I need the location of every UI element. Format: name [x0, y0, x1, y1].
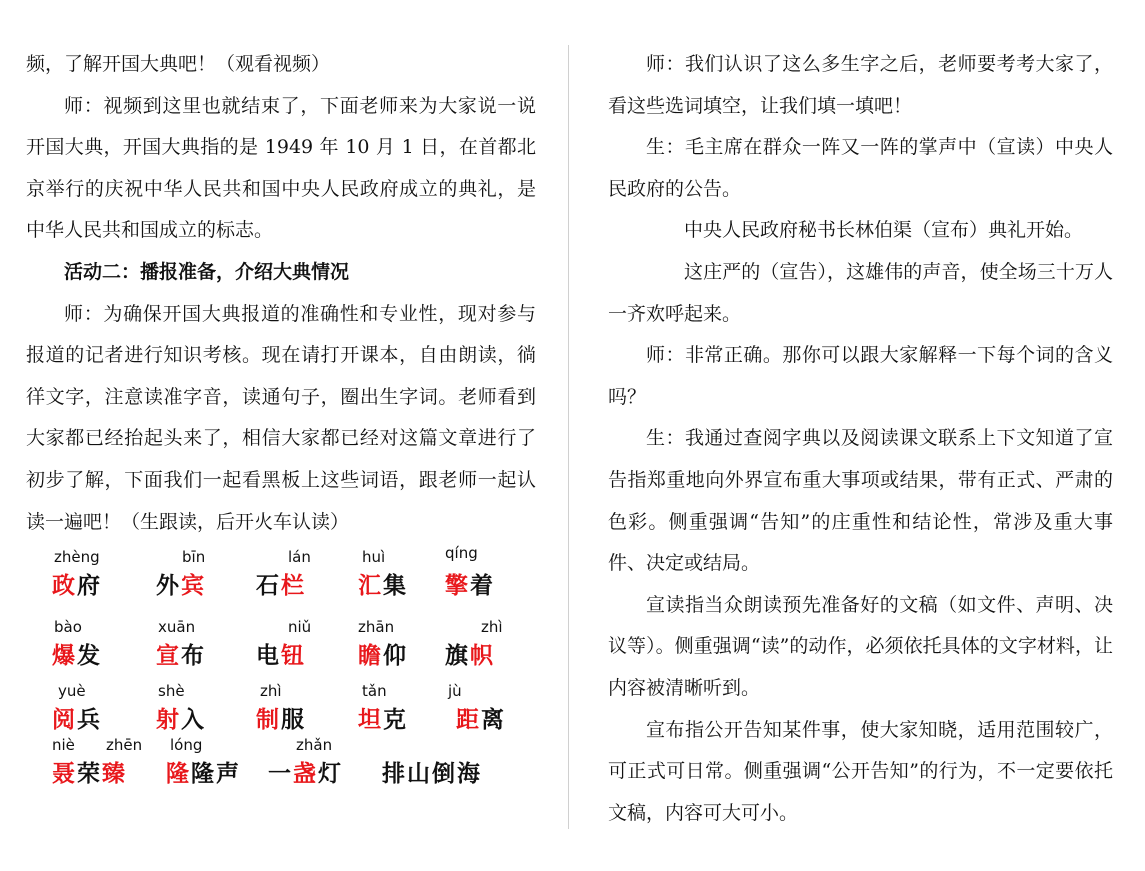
vocab-row: [48, 618, 528, 674]
new-character: 钮: [281, 642, 306, 669]
new-character: 汇: [358, 572, 383, 599]
pinyin: yuè: [58, 682, 86, 700]
new-character: 阅: [52, 706, 77, 733]
pinyin: tǎn: [362, 682, 387, 700]
pinyin: zhì: [260, 682, 282, 700]
word-text: 距离: [456, 706, 506, 733]
new-character: 隆: [166, 760, 191, 787]
word-text: 擎着: [445, 572, 495, 599]
new-character: 制: [256, 706, 281, 733]
vocab-row: [48, 544, 528, 604]
pinyin: zhēn: [106, 736, 143, 754]
new-character: 栏: [281, 572, 306, 599]
paragraph-teacher-task: 师：为确保开国大典报道的准确性和专业性，现对参与报道的记者进行知识考核。现在请打开课本，自由朗读，徜徉文字，注意读准字音，读通句子，圈出生字词。老师看到大家都已经抬起头来了，相信大家都已经对这篇文章进行了初步了解，下面我们一起看黑板上这些词语，跟老师一起认读一遍吧！（生跟读，后开火车认读）: [26, 302, 536, 533]
word-text: 汇集: [358, 572, 408, 599]
word-text: 排山倒海: [382, 760, 482, 787]
pinyin: shè: [158, 682, 185, 700]
pinyin: jù: [448, 682, 462, 700]
left-column: [26, 44, 536, 543]
pinyin: niǔ: [288, 618, 312, 636]
word-text: 一盏灯: [268, 760, 343, 787]
paragraph-student-explanation: 生：我通过查阅字典以及阅读课文联系上下文知道了宣告指郑重地向外界宣布重大事项或结果，带有正式、严肃的色彩。侧重强调“告知”的庄重性和结论性，常涉及重大事件、决定或结局。: [608, 427, 1113, 575]
word-text: 瞻仰: [358, 642, 408, 669]
pinyin: huì: [362, 548, 386, 566]
new-character: 宣: [156, 642, 181, 669]
pinyin: qíng: [445, 544, 478, 562]
new-character: 瞻: [358, 642, 383, 669]
pinyin: niè: [52, 736, 75, 754]
pinyin: zhān: [358, 618, 395, 636]
pinyin: zhì: [481, 618, 503, 636]
new-character: 政: [52, 572, 77, 599]
word-text: 宣布: [156, 642, 206, 669]
word-text: 外宾: [156, 572, 206, 599]
paragraph-teacher-quiz: 师：我们认识了这么多生字之后，老师要考考大家了，看这些选词填空，让我们填一填吧！: [608, 53, 1113, 117]
activity-heading: 活动二：播报准备，介绍大典情况: [64, 260, 350, 283]
vocab-row: [48, 736, 528, 792]
word-text: 阅兵: [52, 706, 102, 733]
word-text: 爆发: [52, 642, 102, 669]
word-text: 石栏: [256, 572, 306, 599]
word-text: 制服: [256, 706, 306, 733]
paragraph-student-answer-3: 这庄严的（宣告），这雄伟的声音，使全场三十万人一齐欢呼起来。: [608, 260, 1113, 325]
paragraph-teacher-question: 师：非常正确。那你可以跟大家解释一下每个词的含义吗？: [608, 344, 1113, 408]
right-column: [608, 44, 1113, 834]
new-character: 距: [456, 706, 481, 733]
new-character: 聂: [52, 760, 77, 787]
word-text: 电钮: [256, 642, 306, 669]
new-character: 帜: [470, 642, 495, 669]
pinyin: xuān: [158, 618, 196, 636]
paragraph-student-answer-1: 生：毛主席在群众一阵又一阵的掌声中（宣读）中央人民政府的公告。: [608, 136, 1113, 200]
paragraph-xuandu-definition: 宣读指当众朗读预先准备好的文稿（如文件、声明、决议等）。侧重强调“读”的动作，必须依托具体的文字材料，让内容被清晰听到。: [608, 593, 1113, 699]
paragraph-student-answer-2: 中央人民政府秘书长林伯渠（宣布）典礼开始。: [684, 219, 1084, 242]
new-character: 坦: [358, 706, 383, 733]
new-character: 盏: [293, 760, 318, 787]
word-text: 隆隆声: [166, 760, 241, 787]
vocab-row: [48, 682, 528, 738]
column-divider: [568, 45, 569, 829]
new-character: 射: [156, 706, 181, 733]
paragraph-xuanbu-definition: 宣布指公开告知某件事，使大家知晓，适用范围较广，可正式可日常。侧重强调“公开告知”的行为，不一定要依托文稿，内容可大可小。: [608, 718, 1113, 824]
word-text: 聂荣臻: [52, 760, 127, 787]
paragraph-teacher-intro: 师：视频到这里也就结束了，下面老师来为大家说一说开国大典，开国大典指的是 1949 年 10 月 1 日，在首都北京举行的庆祝中华人民共和国中央人民政府成立的典礼，是中华人民共和国成立的标志。: [26, 94, 536, 242]
word-text: 旗帜: [445, 642, 495, 669]
pinyin: lóng: [170, 736, 203, 754]
new-character: 臻: [102, 760, 127, 787]
pinyin: bīn: [182, 548, 206, 566]
new-character: 宾: [181, 572, 206, 599]
word-text: 射入: [156, 706, 206, 733]
paragraph-video-end: 频，了解开国大典吧！（观看视频）: [26, 53, 331, 75]
pinyin: lán: [288, 548, 311, 566]
new-character: 爆: [52, 642, 77, 669]
pinyin: zhèng: [54, 548, 100, 566]
pinyin: zhǎn: [296, 736, 333, 754]
pinyin: bào: [54, 618, 82, 636]
new-character: 擎: [445, 572, 470, 599]
word-text: 坦克: [358, 706, 408, 733]
word-text: 政府: [52, 572, 102, 599]
